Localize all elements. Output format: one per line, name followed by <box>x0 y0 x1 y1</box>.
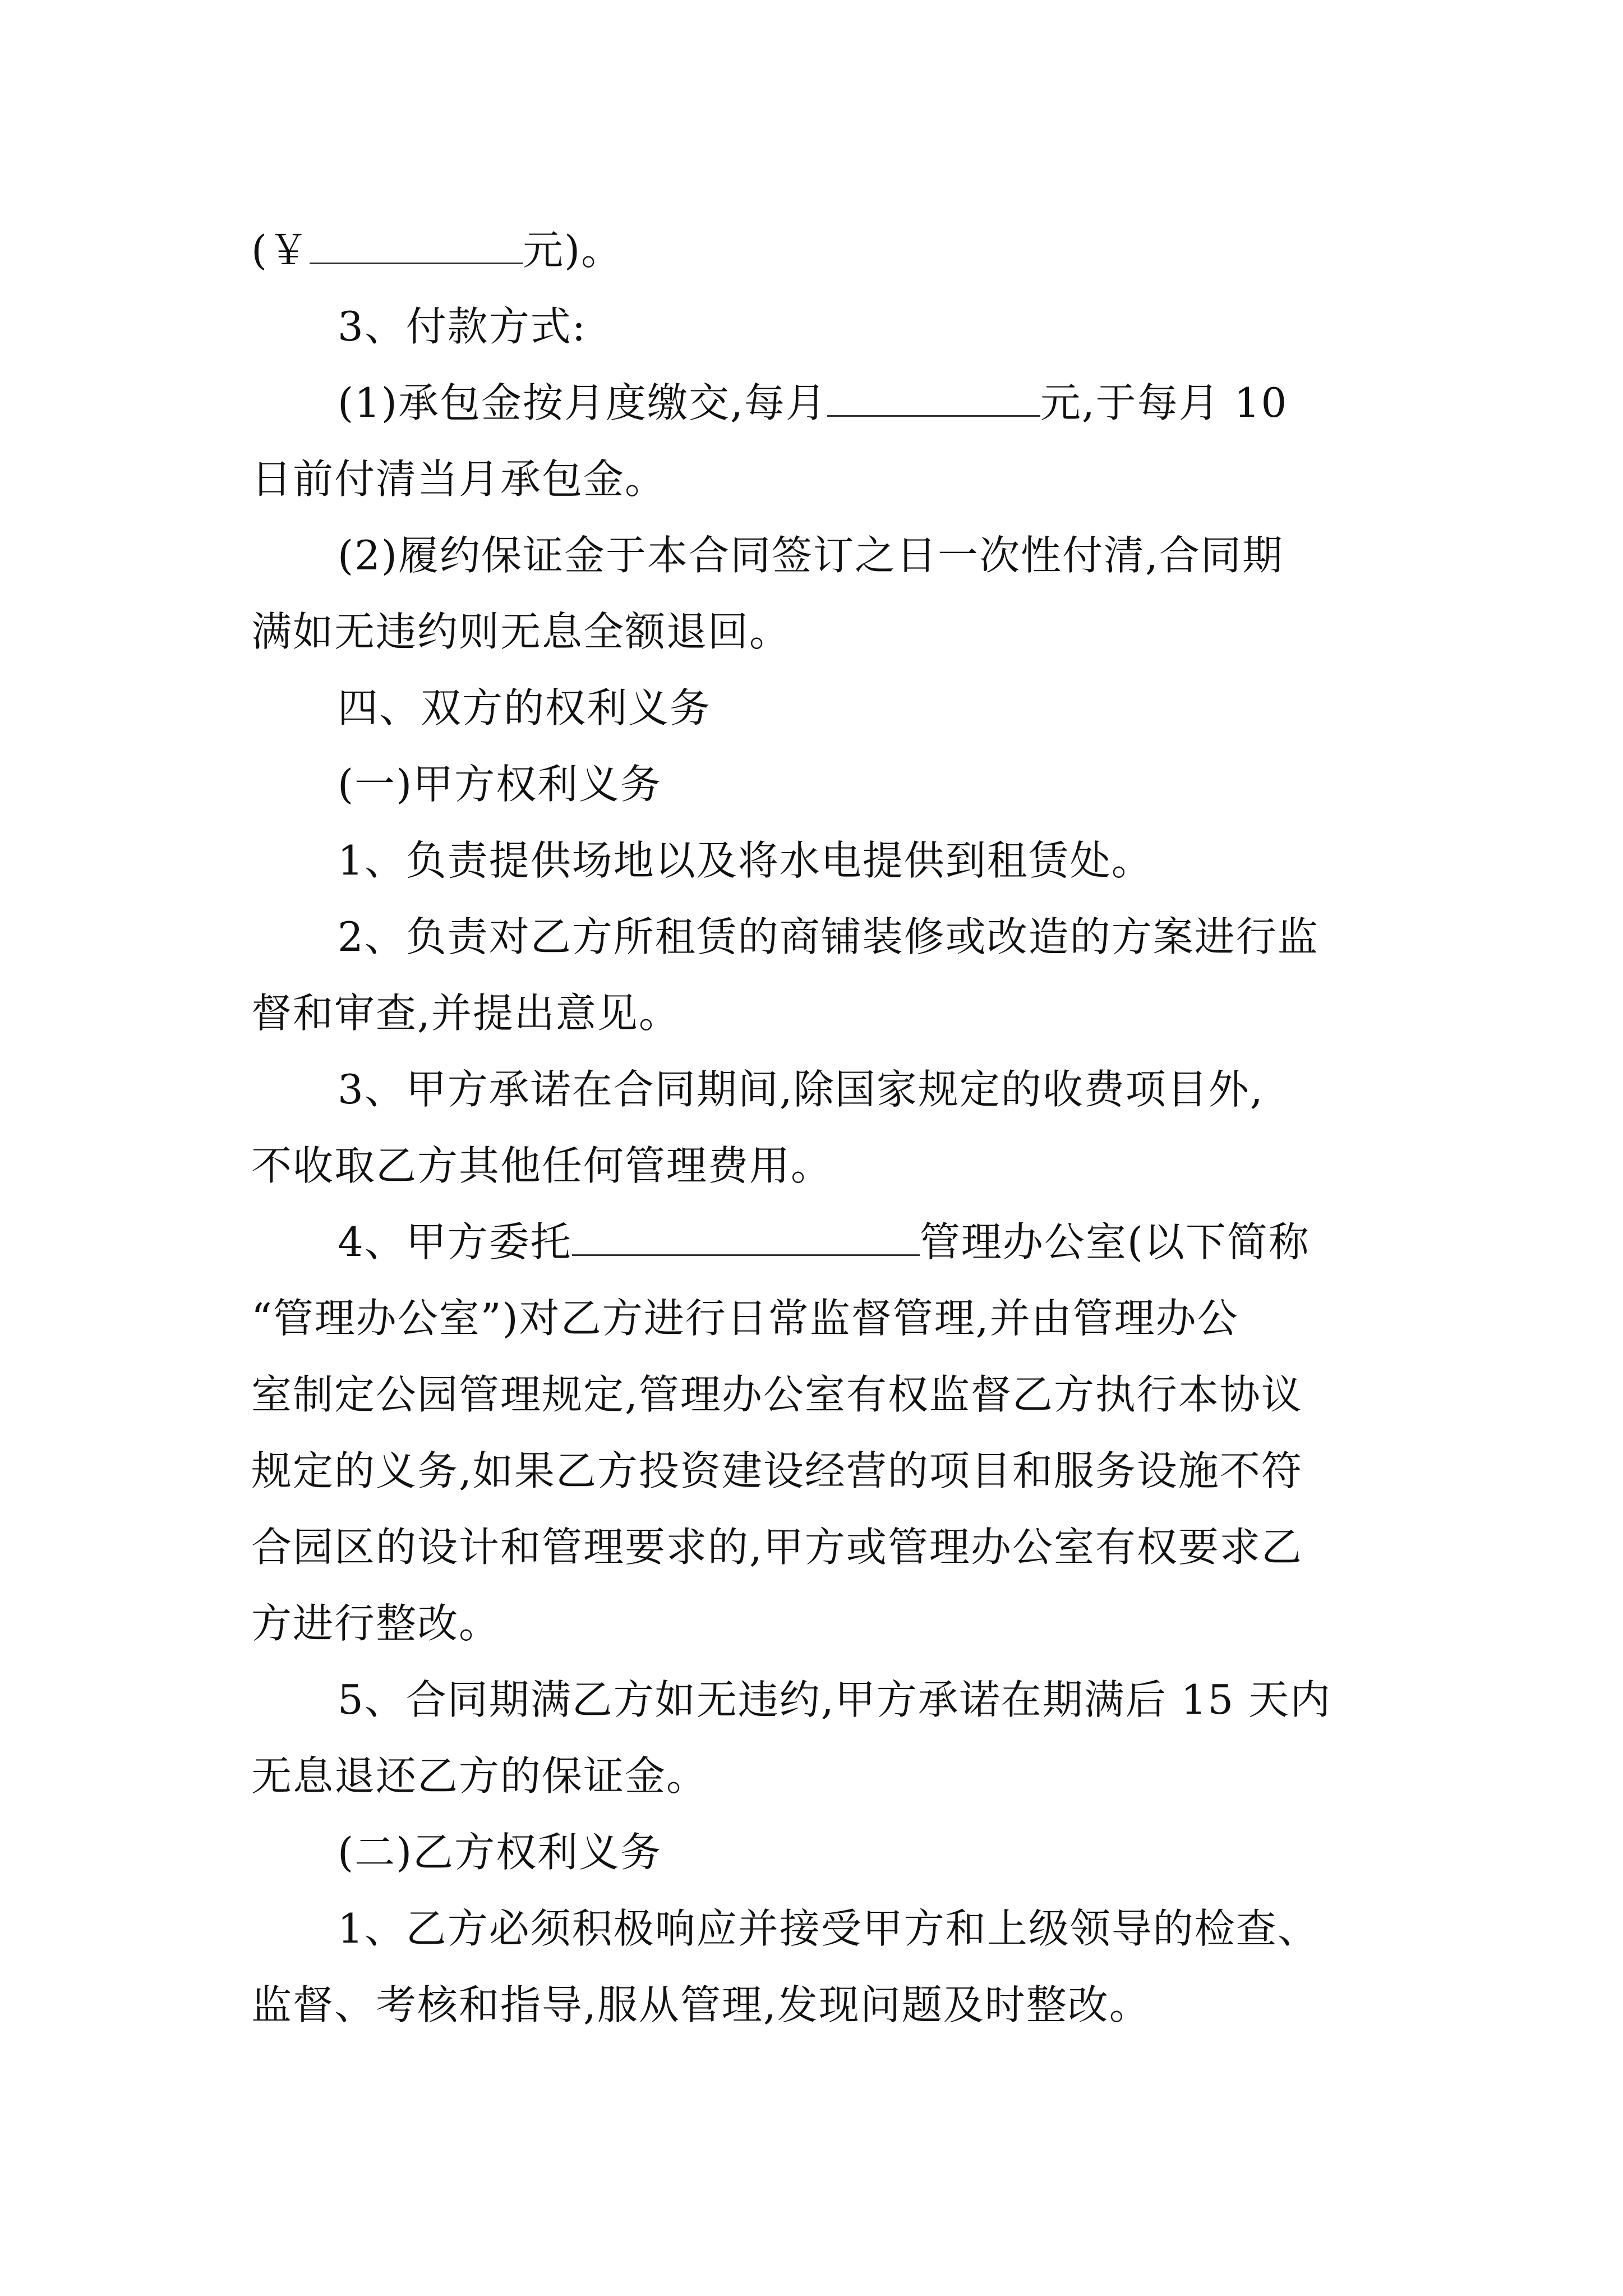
text-line: 方进行整改。 <box>251 1600 501 1647</box>
subsection-heading: (一)甲方权利义务 <box>338 761 662 808</box>
text-line <box>251 1204 1390 1280</box>
text-line <box>251 365 1390 441</box>
text-line: 合园区的设计和管理要求的,甲方或管理办公室有权要求乙 <box>251 1524 1303 1571</box>
text-line: 1、负责提供场地以及将水电提供到租赁处。 <box>338 837 1153 884</box>
blank-entrusted-party <box>572 1221 920 1256</box>
text-line: 监督、考核和指导,服从管理,发现问题及时整改。 <box>251 1981 1151 2028</box>
blank-monthly-amount <box>827 381 1040 417</box>
text-segment: (￥ <box>251 227 310 274</box>
text-line: 满如无违约则无息全额退回。 <box>251 608 791 655</box>
text-segment: (1)承包金按月度缴交,每月 <box>338 379 827 426</box>
text-line: 室制定公园管理规定,管理办公室有权监督乙方执行本协议 <box>251 1371 1303 1418</box>
heading-payment-method: 3、付款方式: <box>338 303 587 350</box>
document-page <box>251 212 1390 2043</box>
text-line: 无息退还乙方的保证金。 <box>251 1752 708 1800</box>
text-segment: 元)。 <box>523 227 623 274</box>
text-segment: 元,于每月 10 <box>1040 379 1288 426</box>
text-line <box>251 212 1390 288</box>
text-line: 1、乙方必须积极响应并接受甲方和上级领导的检查、 <box>338 1905 1319 1952</box>
text-line: 2、负责对乙方所租赁的商铺装修或改造的方案进行监 <box>338 913 1319 960</box>
text-line: 5、合同期满乙方如无违约,甲方承诺在期满后 15 天内 <box>338 1676 1332 1723</box>
text-line: 规定的义务,如果乙方投资建设经营的项目和服务设施不符 <box>251 1447 1303 1494</box>
text-line: 日前付清当月承包金。 <box>251 455 667 503</box>
text-line: 3、甲方承诺在合同期间,除国家规定的收费项目外, <box>338 1066 1264 1113</box>
text-segment: 管理办公室(以下简称 <box>919 1218 1310 1266</box>
blank-amount <box>310 229 523 264</box>
text-line: (2)履约保证金于本合同签订之日一次性付清,合同期 <box>338 532 1284 579</box>
text-segment: 4、甲方委托 <box>338 1218 572 1266</box>
subsection-heading: (二)乙方权利义务 <box>338 1829 662 1876</box>
text-line: 督和审查,并提出意见。 <box>251 990 680 1037</box>
section-heading: 四、双方的权利义务 <box>338 684 712 731</box>
text-line: “管理办公室”)对乙方进行日常监督管理,并由管理办公 <box>251 1295 1239 1342</box>
text-line: 不收取乙方其他任何管理费用。 <box>251 1142 833 1189</box>
